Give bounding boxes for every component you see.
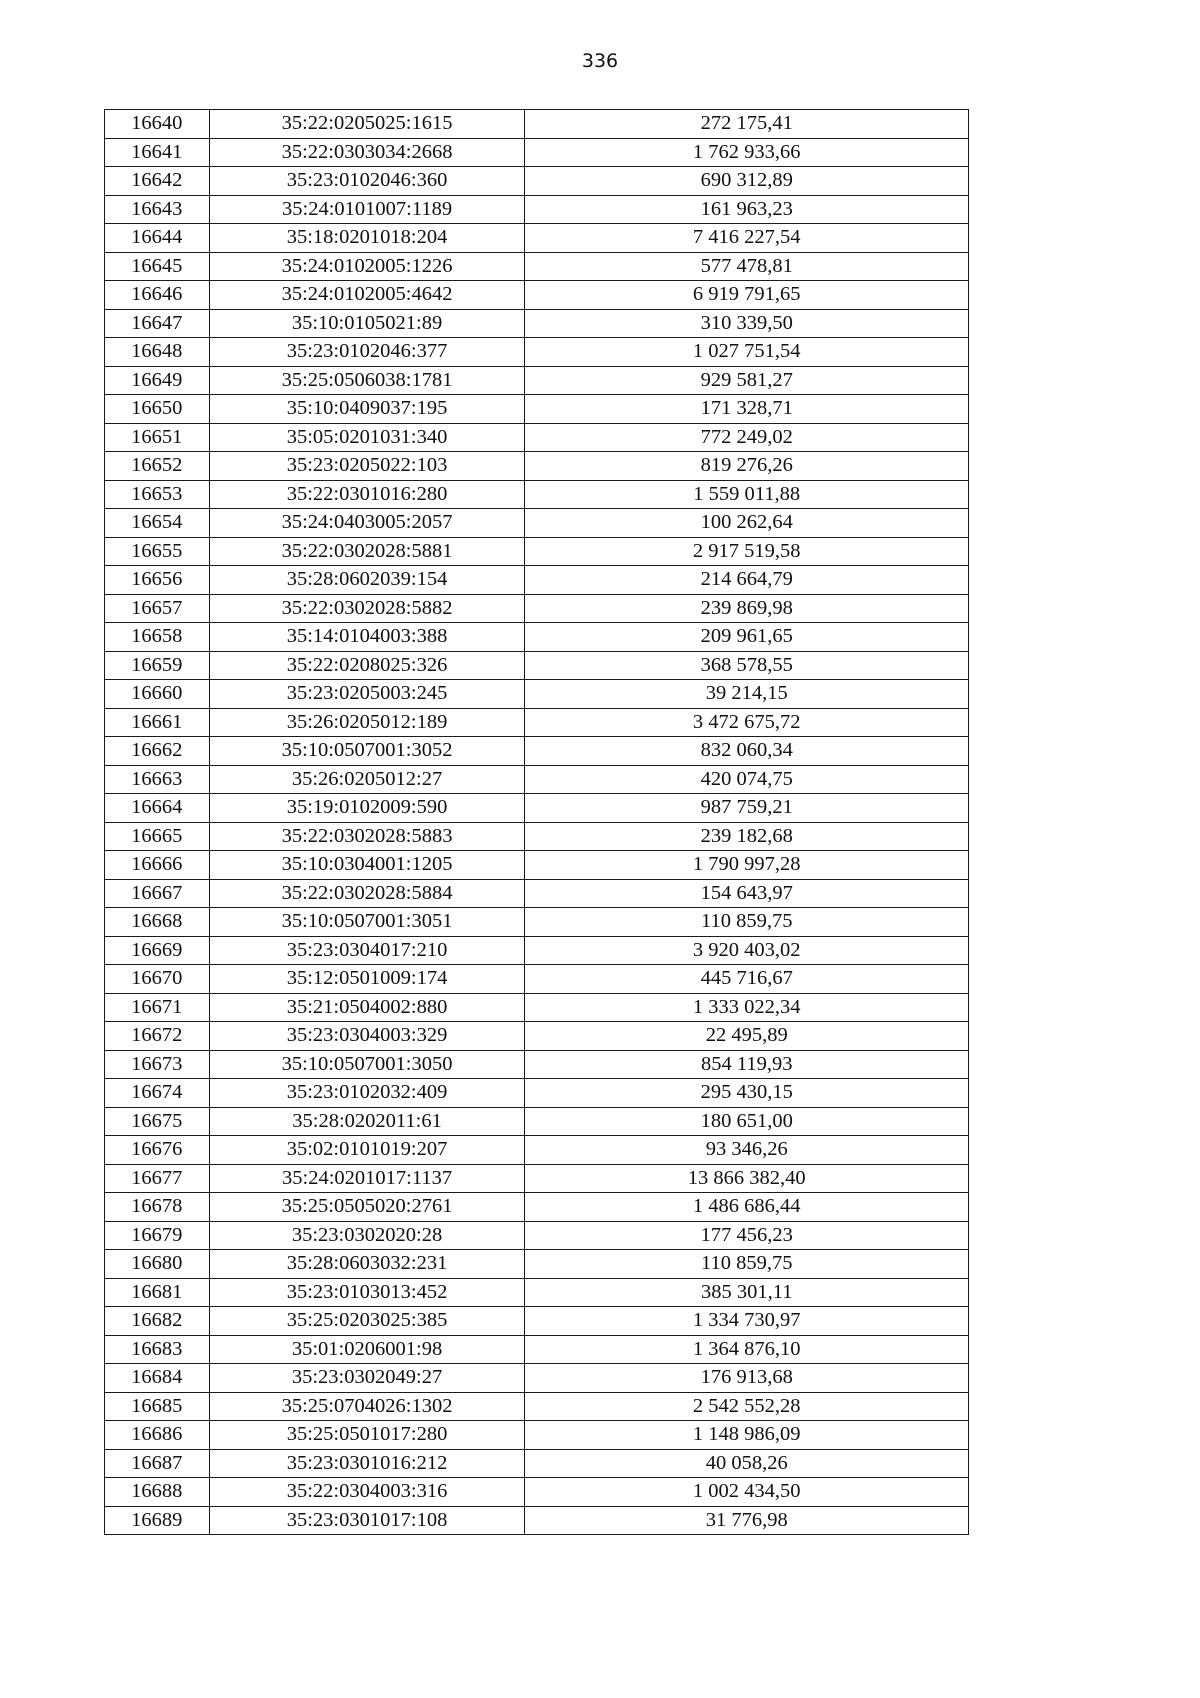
cadastral-number-cell: 35:10:0507001:3051 xyxy=(209,908,525,937)
cadastral-number-cell: 35:05:0201031:340 xyxy=(209,423,525,452)
row-number-cell: 16688 xyxy=(105,1478,210,1507)
cadastral-number-cell: 35:01:0206001:98 xyxy=(209,1335,525,1364)
table-row xyxy=(105,651,969,680)
row-number-cell: 16641 xyxy=(105,138,210,167)
value-cell: 209 961,65 xyxy=(525,623,969,652)
table-row xyxy=(105,1050,969,1079)
row-number-cell: 16644 xyxy=(105,224,210,253)
row-number-cell: 16680 xyxy=(105,1250,210,1279)
table-row xyxy=(105,1278,969,1307)
row-number-cell: 16679 xyxy=(105,1221,210,1250)
value-cell: 368 578,55 xyxy=(525,651,969,680)
table-row xyxy=(105,138,969,167)
cadastral-number-cell: 35:23:0102032:409 xyxy=(209,1079,525,1108)
table-row xyxy=(105,737,969,766)
row-number-cell: 16655 xyxy=(105,537,210,566)
value-cell: 1 762 933,66 xyxy=(525,138,969,167)
value-cell: 110 859,75 xyxy=(525,908,969,937)
cadastral-number-cell: 35:25:0704026:1302 xyxy=(209,1392,525,1421)
table-row xyxy=(105,1250,969,1279)
row-number-cell: 16669 xyxy=(105,936,210,965)
table-row xyxy=(105,224,969,253)
value-cell: 929 581,27 xyxy=(525,366,969,395)
table-row xyxy=(105,1079,969,1108)
table-row xyxy=(105,1022,969,1051)
cadastral-number-cell: 35:25:0203025:385 xyxy=(209,1307,525,1336)
value-cell: 832 060,34 xyxy=(525,737,969,766)
row-number-cell: 16677 xyxy=(105,1164,210,1193)
registry-table xyxy=(104,109,969,1535)
value-cell: 180 651,00 xyxy=(525,1107,969,1136)
value-cell: 445 716,67 xyxy=(525,965,969,994)
cadastral-number-cell: 35:23:0301016:212 xyxy=(209,1449,525,1478)
table-row xyxy=(105,1506,969,1535)
row-number-cell: 16658 xyxy=(105,623,210,652)
row-number-cell: 16661 xyxy=(105,708,210,737)
row-number-cell: 16645 xyxy=(105,252,210,281)
row-number-cell: 16642 xyxy=(105,167,210,196)
row-number-cell: 16676 xyxy=(105,1136,210,1165)
cadastral-number-cell: 35:22:0304003:316 xyxy=(209,1478,525,1507)
row-number-cell: 16672 xyxy=(105,1022,210,1051)
cadastral-number-cell: 35:26:0205012:189 xyxy=(209,708,525,737)
cadastral-number-cell: 35:24:0403005:2057 xyxy=(209,509,525,538)
value-cell: 3 920 403,02 xyxy=(525,936,969,965)
value-cell: 239 869,98 xyxy=(525,594,969,623)
cadastral-number-cell: 35:24:0201017:1137 xyxy=(209,1164,525,1193)
cadastral-number-cell: 35:26:0205012:27 xyxy=(209,765,525,794)
cadastral-number-cell: 35:22:0302028:5881 xyxy=(209,537,525,566)
table-row xyxy=(105,452,969,481)
value-cell: 39 214,15 xyxy=(525,680,969,709)
cadastral-number-cell: 35:19:0102009:590 xyxy=(209,794,525,823)
cadastral-number-cell: 35:23:0205022:103 xyxy=(209,452,525,481)
row-number-cell: 16665 xyxy=(105,822,210,851)
table-row xyxy=(105,480,969,509)
table-row xyxy=(105,395,969,424)
row-number-cell: 16646 xyxy=(105,281,210,310)
cadastral-number-cell: 35:22:0303034:2668 xyxy=(209,138,525,167)
row-number-cell: 16667 xyxy=(105,879,210,908)
cadastral-number-cell: 35:23:0102046:377 xyxy=(209,338,525,367)
row-number-cell: 16651 xyxy=(105,423,210,452)
table-row xyxy=(105,195,969,224)
cadastral-number-cell: 35:23:0302020:28 xyxy=(209,1221,525,1250)
value-cell: 1 559 011,88 xyxy=(525,480,969,509)
row-number-cell: 16682 xyxy=(105,1307,210,1336)
value-cell: 385 301,11 xyxy=(525,1278,969,1307)
cadastral-number-cell: 35:18:0201018:204 xyxy=(209,224,525,253)
table-row xyxy=(105,965,969,994)
cadastral-number-cell: 35:10:0304001:1205 xyxy=(209,851,525,880)
row-number-cell: 16654 xyxy=(105,509,210,538)
value-cell: 854 119,93 xyxy=(525,1050,969,1079)
table-row xyxy=(105,794,969,823)
value-cell: 1 002 434,50 xyxy=(525,1478,969,1507)
table-row xyxy=(105,110,969,139)
table-row xyxy=(105,338,969,367)
value-cell: 7 416 227,54 xyxy=(525,224,969,253)
value-cell: 1 148 986,09 xyxy=(525,1421,969,1450)
table-row xyxy=(105,1221,969,1250)
row-number-cell: 16662 xyxy=(105,737,210,766)
value-cell: 110 859,75 xyxy=(525,1250,969,1279)
table-row xyxy=(105,708,969,737)
table-row xyxy=(105,1107,969,1136)
table-row xyxy=(105,1421,969,1450)
value-cell: 154 643,97 xyxy=(525,879,969,908)
row-number-cell: 16652 xyxy=(105,452,210,481)
cadastral-number-cell: 35:22:0302028:5884 xyxy=(209,879,525,908)
cadastral-number-cell: 35:23:0103013:452 xyxy=(209,1278,525,1307)
table-row xyxy=(105,423,969,452)
table-row xyxy=(105,366,969,395)
row-number-cell: 16640 xyxy=(105,110,210,139)
cadastral-number-cell: 35:23:0301017:108 xyxy=(209,1506,525,1535)
value-cell: 239 182,68 xyxy=(525,822,969,851)
value-cell: 40 058,26 xyxy=(525,1449,969,1478)
value-cell: 1 790 997,28 xyxy=(525,851,969,880)
value-cell: 819 276,26 xyxy=(525,452,969,481)
row-number-cell: 16678 xyxy=(105,1193,210,1222)
row-number-cell: 16657 xyxy=(105,594,210,623)
cadastral-number-cell: 35:25:0501017:280 xyxy=(209,1421,525,1450)
row-number-cell: 16648 xyxy=(105,338,210,367)
table-row xyxy=(105,1335,969,1364)
cadastral-number-cell: 35:28:0603032:231 xyxy=(209,1250,525,1279)
row-number-cell: 16684 xyxy=(105,1364,210,1393)
value-cell: 3 472 675,72 xyxy=(525,708,969,737)
value-cell: 1 364 876,10 xyxy=(525,1335,969,1364)
cadastral-number-cell: 35:22:0205025:1615 xyxy=(209,110,525,139)
row-number-cell: 16668 xyxy=(105,908,210,937)
row-number-cell: 16685 xyxy=(105,1392,210,1421)
table-row xyxy=(105,993,969,1022)
row-number-cell: 16674 xyxy=(105,1079,210,1108)
table-row xyxy=(105,623,969,652)
table-row xyxy=(105,936,969,965)
value-cell: 171 328,71 xyxy=(525,395,969,424)
value-cell: 1 334 730,97 xyxy=(525,1307,969,1336)
row-number-cell: 16666 xyxy=(105,851,210,880)
value-cell: 22 495,89 xyxy=(525,1022,969,1051)
page-number: 336 xyxy=(581,50,619,72)
cadastral-number-cell: 35:10:0507001:3050 xyxy=(209,1050,525,1079)
value-cell: 176 913,68 xyxy=(525,1364,969,1393)
cadastral-number-cell: 35:22:0302028:5883 xyxy=(209,822,525,851)
row-number-cell: 16663 xyxy=(105,765,210,794)
value-cell: 214 664,79 xyxy=(525,566,969,595)
cadastral-number-cell: 35:28:0602039:154 xyxy=(209,566,525,595)
row-number-cell: 16659 xyxy=(105,651,210,680)
value-cell: 177 456,23 xyxy=(525,1221,969,1250)
table-row xyxy=(105,509,969,538)
row-number-cell: 16671 xyxy=(105,993,210,1022)
table-row xyxy=(105,879,969,908)
table-row xyxy=(105,908,969,937)
row-number-cell: 16686 xyxy=(105,1421,210,1450)
table-row xyxy=(105,765,969,794)
row-number-cell: 16653 xyxy=(105,480,210,509)
row-number-cell: 16681 xyxy=(105,1278,210,1307)
cadastral-number-cell: 35:23:0205003:245 xyxy=(209,680,525,709)
table-row xyxy=(105,594,969,623)
cadastral-number-cell: 35:22:0301016:280 xyxy=(209,480,525,509)
row-number-cell: 16649 xyxy=(105,366,210,395)
table-row xyxy=(105,566,969,595)
value-cell: 577 478,81 xyxy=(525,252,969,281)
cadastral-number-cell: 35:24:0102005:1226 xyxy=(209,252,525,281)
row-number-cell: 16675 xyxy=(105,1107,210,1136)
table-row xyxy=(105,680,969,709)
value-cell: 2 917 519,58 xyxy=(525,537,969,566)
row-number-cell: 16689 xyxy=(105,1506,210,1535)
value-cell: 420 074,75 xyxy=(525,765,969,794)
row-number-cell: 16664 xyxy=(105,794,210,823)
value-cell: 31 776,98 xyxy=(525,1506,969,1535)
value-cell: 93 346,26 xyxy=(525,1136,969,1165)
cadastral-number-cell: 35:10:0105021:89 xyxy=(209,309,525,338)
table-row xyxy=(105,537,969,566)
table-row xyxy=(105,851,969,880)
cadastral-number-cell: 35:14:0104003:388 xyxy=(209,623,525,652)
table-row xyxy=(105,1164,969,1193)
value-cell: 772 249,02 xyxy=(525,423,969,452)
cadastral-number-cell: 35:02:0101019:207 xyxy=(209,1136,525,1165)
value-cell: 987 759,21 xyxy=(525,794,969,823)
cadastral-number-cell: 35:22:0208025:326 xyxy=(209,651,525,680)
cadastral-number-cell: 35:25:0505020:2761 xyxy=(209,1193,525,1222)
value-cell: 1 027 751,54 xyxy=(525,338,969,367)
row-number-cell: 16670 xyxy=(105,965,210,994)
value-cell: 1 333 022,34 xyxy=(525,993,969,1022)
value-cell: 2 542 552,28 xyxy=(525,1392,969,1421)
table-row xyxy=(105,1392,969,1421)
table-row xyxy=(105,252,969,281)
cadastral-number-cell: 35:23:0304003:329 xyxy=(209,1022,525,1051)
row-number-cell: 16643 xyxy=(105,195,210,224)
value-cell: 13 866 382,40 xyxy=(525,1164,969,1193)
value-cell: 310 339,50 xyxy=(525,309,969,338)
table-row xyxy=(105,1193,969,1222)
table-row xyxy=(105,1449,969,1478)
row-number-cell: 16656 xyxy=(105,566,210,595)
cadastral-number-cell: 35:24:0102005:4642 xyxy=(209,281,525,310)
row-number-cell: 16647 xyxy=(105,309,210,338)
cadastral-number-cell: 35:12:0501009:174 xyxy=(209,965,525,994)
value-cell: 690 312,89 xyxy=(525,167,969,196)
cadastral-number-cell: 35:23:0304017:210 xyxy=(209,936,525,965)
row-number-cell: 16687 xyxy=(105,1449,210,1478)
table-row xyxy=(105,167,969,196)
value-cell: 161 963,23 xyxy=(525,195,969,224)
table-row xyxy=(105,309,969,338)
table-body xyxy=(105,110,969,1535)
value-cell: 295 430,15 xyxy=(525,1079,969,1108)
cadastral-number-cell: 35:28:0202011:61 xyxy=(209,1107,525,1136)
row-number-cell: 16650 xyxy=(105,395,210,424)
value-cell: 272 175,41 xyxy=(525,110,969,139)
table-row xyxy=(105,1307,969,1336)
table-row xyxy=(105,822,969,851)
cadastral-number-cell: 35:10:0409037:195 xyxy=(209,395,525,424)
table-row xyxy=(105,281,969,310)
row-number-cell: 16660 xyxy=(105,680,210,709)
value-cell: 100 262,64 xyxy=(525,509,969,538)
cadastral-number-cell: 35:23:0102046:360 xyxy=(209,167,525,196)
cadastral-number-cell: 35:24:0101007:1189 xyxy=(209,195,525,224)
cadastral-number-cell: 35:10:0507001:3052 xyxy=(209,737,525,766)
cadastral-number-cell: 35:23:0302049:27 xyxy=(209,1364,525,1393)
value-cell: 1 486 686,44 xyxy=(525,1193,969,1222)
value-cell: 6 919 791,65 xyxy=(525,281,969,310)
cadastral-number-cell: 35:21:0504002:880 xyxy=(209,993,525,1022)
table-row xyxy=(105,1364,969,1393)
row-number-cell: 16673 xyxy=(105,1050,210,1079)
cadastral-number-cell: 35:22:0302028:5882 xyxy=(209,594,525,623)
table-row xyxy=(105,1478,969,1507)
cadastral-number-cell: 35:25:0506038:1781 xyxy=(209,366,525,395)
table-row xyxy=(105,1136,969,1165)
row-number-cell: 16683 xyxy=(105,1335,210,1364)
